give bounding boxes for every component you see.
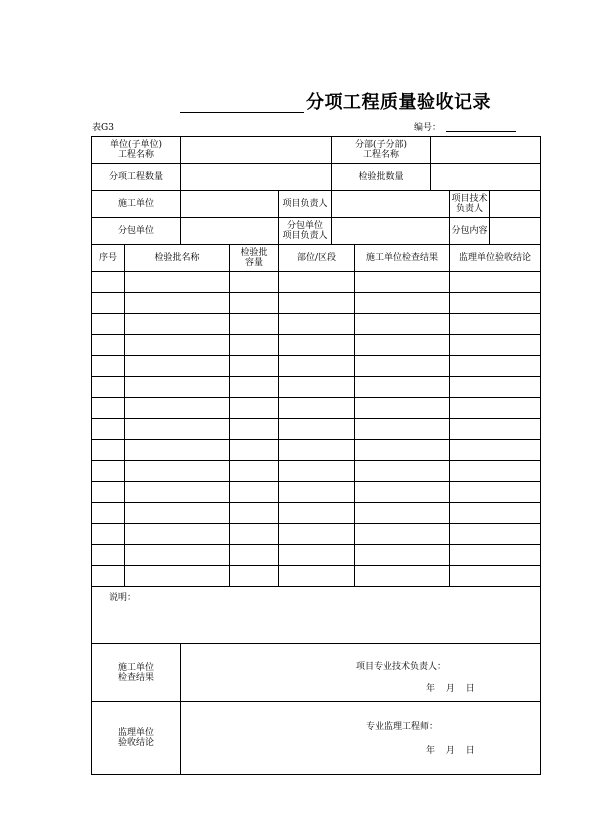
note-label: 说明：	[109, 593, 137, 603]
cell-seq[interactable]	[92, 566, 125, 587]
cell-contractor-result[interactable]	[355, 419, 450, 440]
sub-content-label: 分包内容	[450, 218, 490, 245]
cell-section[interactable]	[279, 482, 355, 503]
table-row	[92, 293, 541, 314]
cell-batch-name[interactable]	[125, 356, 230, 377]
title-block	[180, 88, 510, 116]
cell-section[interactable]	[279, 524, 355, 545]
cell-batch-name[interactable]	[125, 419, 230, 440]
cell-batch-name[interactable]	[125, 272, 230, 293]
cell-contractor-result[interactable]	[355, 524, 450, 545]
cell-batch-name[interactable]	[125, 524, 230, 545]
table-row	[92, 566, 541, 587]
cell-batch-name[interactable]	[125, 398, 230, 419]
subitem-count-field[interactable]	[181, 164, 332, 191]
note-cell[interactable]	[92, 587, 541, 644]
table-row	[92, 482, 541, 503]
table-row	[92, 524, 541, 545]
table-row	[92, 545, 541, 566]
table-row	[92, 440, 541, 461]
cell-batch-name[interactable]	[125, 461, 230, 482]
serial-label: 编号：	[414, 123, 442, 133]
cell-section[interactable]	[279, 461, 355, 482]
cell-section[interactable]	[279, 356, 355, 377]
cell-batch-name[interactable]	[125, 335, 230, 356]
cell-seq[interactable]	[92, 461, 125, 482]
cell-capacity[interactable]	[230, 440, 279, 461]
cell-batch-name[interactable]	[125, 482, 230, 503]
header-row-unit	[92, 137, 541, 164]
cell-contractor-result[interactable]	[355, 356, 450, 377]
supervisor-check-label: 监理单位 验收结论	[92, 702, 181, 775]
table-row	[92, 272, 541, 293]
header-row-count	[92, 164, 541, 191]
cell-section[interactable]	[279, 293, 355, 314]
table-row	[92, 335, 541, 356]
col-contractor-result: 施工单位检查结果	[355, 245, 450, 272]
cell-seq[interactable]	[92, 314, 125, 335]
col-capacity: 检验批 容量	[230, 245, 279, 272]
cell-capacity[interactable]	[230, 566, 279, 587]
cell-supervisor-conclusion[interactable]	[450, 356, 541, 377]
sub-content-field[interactable]	[490, 218, 541, 245]
cell-section[interactable]	[279, 419, 355, 440]
cell-seq[interactable]	[92, 272, 125, 293]
cell-seq[interactable]	[92, 503, 125, 524]
cell-capacity[interactable]	[230, 272, 279, 293]
cell-contractor-result[interactable]	[355, 377, 450, 398]
cell-seq[interactable]	[92, 335, 125, 356]
cell-batch-name[interactable]	[125, 545, 230, 566]
cell-capacity[interactable]	[230, 356, 279, 377]
cell-seq[interactable]	[92, 545, 125, 566]
cell-seq[interactable]	[92, 440, 125, 461]
cell-supervisor-conclusion[interactable]	[450, 419, 541, 440]
table-row	[92, 461, 541, 482]
cell-capacity[interactable]	[230, 293, 279, 314]
project-manager-field[interactable]	[332, 191, 450, 218]
record-table	[91, 136, 541, 775]
division-name-label: 分部(子分部) 工程名称	[332, 137, 431, 164]
tech-lead-label: 项目技术 负责人	[450, 191, 490, 218]
cell-seq[interactable]	[92, 377, 125, 398]
data-rows	[92, 272, 541, 587]
column-header-row	[92, 245, 541, 272]
cell-section[interactable]	[279, 314, 355, 335]
cell-capacity[interactable]	[230, 503, 279, 524]
cell-contractor-result[interactable]	[355, 440, 450, 461]
cell-seq[interactable]	[92, 524, 125, 545]
contractor-signer-label: 项目专业技术负责人：	[356, 662, 447, 672]
cell-seq[interactable]	[92, 482, 125, 503]
cell-section[interactable]	[279, 377, 355, 398]
cell-contractor-result[interactable]	[355, 335, 450, 356]
cell-supervisor-conclusion[interactable]	[450, 440, 541, 461]
cell-seq[interactable]	[92, 293, 125, 314]
cell-contractor-result[interactable]	[355, 482, 450, 503]
cell-contractor-result[interactable]	[355, 461, 450, 482]
cell-seq[interactable]	[92, 419, 125, 440]
table-row	[92, 419, 541, 440]
cell-section[interactable]	[279, 398, 355, 419]
table-row	[92, 398, 541, 419]
cell-supervisor-conclusion[interactable]	[450, 335, 541, 356]
cell-supervisor-conclusion[interactable]	[450, 272, 541, 293]
cell-section[interactable]	[279, 272, 355, 293]
contractor-field[interactable]	[181, 191, 279, 218]
project-manager-label: 项目负责人	[279, 191, 332, 218]
table-row	[92, 503, 541, 524]
cell-supervisor-conclusion[interactable]	[450, 545, 541, 566]
cell-capacity[interactable]	[230, 461, 279, 482]
cell-contractor-result[interactable]	[355, 398, 450, 419]
subcontractor-label: 分包单位	[92, 218, 181, 245]
unit-name-field[interactable]	[181, 137, 332, 164]
cell-batch-name[interactable]	[125, 293, 230, 314]
cell-capacity[interactable]	[230, 545, 279, 566]
form-id: 表G3	[92, 123, 114, 133]
unit-name-label: 单位(子单位) 工程名称	[92, 137, 181, 164]
division-name-field[interactable]	[431, 137, 541, 164]
cell-supervisor-conclusion[interactable]	[450, 293, 541, 314]
supervisor-signer-label: 专业监理工程师：	[366, 722, 439, 732]
cell-capacity[interactable]	[230, 335, 279, 356]
cell-capacity[interactable]	[230, 419, 279, 440]
table-row	[92, 356, 541, 377]
cell-batch-name[interactable]	[125, 440, 230, 461]
contractor-check-row	[92, 644, 541, 702]
cell-supervisor-conclusion[interactable]	[450, 314, 541, 335]
batch-count-field[interactable]	[431, 164, 541, 191]
cell-contractor-result[interactable]	[355, 293, 450, 314]
cell-supervisor-conclusion[interactable]	[450, 398, 541, 419]
cell-contractor-result[interactable]	[355, 545, 450, 566]
cell-supervisor-conclusion[interactable]	[450, 461, 541, 482]
cell-contractor-result[interactable]	[355, 314, 450, 335]
supervisor-check-row	[92, 702, 541, 775]
cell-contractor-result[interactable]	[355, 503, 450, 524]
contractor-date-label: 年 月 日	[426, 684, 475, 694]
cell-seq[interactable]	[92, 398, 125, 419]
cell-contractor-result[interactable]	[355, 272, 450, 293]
cell-capacity[interactable]	[230, 398, 279, 419]
supervisor-check-field[interactable]	[181, 702, 541, 775]
serial-number-field[interactable]	[446, 131, 516, 132]
note-row	[92, 587, 541, 644]
title-blank-line[interactable]	[180, 112, 304, 113]
sub-manager-label: 分包单位 项目负责人	[279, 218, 332, 245]
subcontractor-field[interactable]	[181, 218, 279, 245]
cell-supervisor-conclusion[interactable]	[450, 377, 541, 398]
cell-section[interactable]	[279, 335, 355, 356]
cell-supervisor-conclusion[interactable]	[450, 566, 541, 587]
cell-supervisor-conclusion[interactable]	[450, 482, 541, 503]
cell-batch-name[interactable]	[125, 314, 230, 335]
header-row-contractor	[92, 191, 541, 218]
contractor-check-field[interactable]	[181, 644, 541, 702]
cell-section[interactable]	[279, 503, 355, 524]
supervisor-date-label: 年 月 日	[426, 746, 475, 756]
col-seq: 序号	[92, 245, 125, 272]
table-row	[92, 314, 541, 335]
cell-batch-name[interactable]	[125, 503, 230, 524]
col-batch-name: 检验批名称	[125, 245, 230, 272]
cell-supervisor-conclusion[interactable]	[450, 524, 541, 545]
table-row	[92, 377, 541, 398]
col-supervisor-conclusion: 监理单位验收结论	[450, 245, 541, 272]
cell-capacity[interactable]	[230, 524, 279, 545]
cell-section[interactable]	[279, 440, 355, 461]
cell-capacity[interactable]	[230, 482, 279, 503]
cell-seq[interactable]	[92, 356, 125, 377]
batch-count-label: 检验批数量	[332, 164, 431, 191]
contractor-check-label: 施工单位 检查结果	[92, 644, 181, 702]
cell-supervisor-conclusion[interactable]	[450, 503, 541, 524]
subitem-count-label: 分项工程数量	[92, 164, 181, 191]
contractor-label: 施工单位	[92, 191, 181, 218]
header-row-subcontractor	[92, 218, 541, 245]
col-section: 部位/区段	[279, 245, 355, 272]
sub-manager-field[interactable]	[332, 218, 450, 245]
tech-lead-field[interactable]	[490, 191, 541, 218]
cell-capacity[interactable]	[230, 377, 279, 398]
cell-batch-name[interactable]	[125, 377, 230, 398]
page-title: 分项工程质量验收记录	[306, 92, 491, 113]
cell-contractor-result[interactable]	[355, 566, 450, 587]
cell-section[interactable]	[279, 545, 355, 566]
cell-section[interactable]	[279, 566, 355, 587]
cell-batch-name[interactable]	[125, 566, 230, 587]
cell-capacity[interactable]	[230, 314, 279, 335]
